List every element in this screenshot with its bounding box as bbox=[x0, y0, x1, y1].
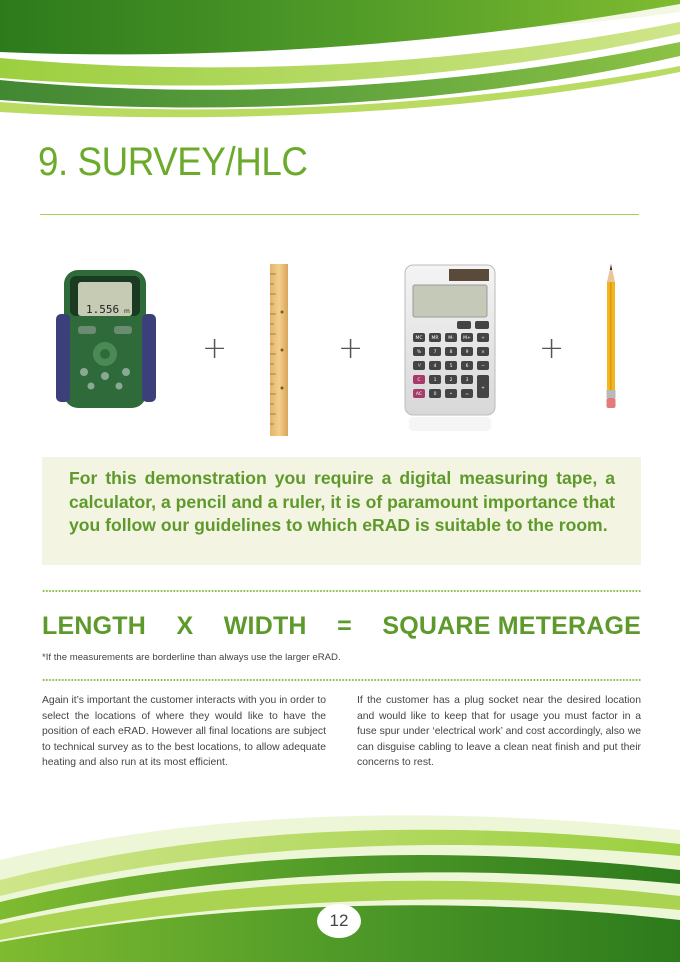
svg-text:M-: M- bbox=[448, 336, 454, 341]
footnote: *If the measurements are borderline than always use the larger eRAD. bbox=[42, 652, 341, 663]
pencil-image bbox=[601, 262, 621, 412]
digital-measuring-tape-image bbox=[56, 268, 156, 410]
svg-text:−: − bbox=[481, 364, 485, 369]
page-number: 12 bbox=[317, 904, 361, 938]
svg-text:4: 4 bbox=[433, 364, 437, 369]
svg-text:÷: ÷ bbox=[481, 336, 485, 341]
area-formula bbox=[42, 612, 641, 641]
svg-text:MC: MC bbox=[415, 336, 423, 341]
svg-text:=: = bbox=[465, 392, 469, 397]
formula-length: LENGTH bbox=[42, 612, 146, 640]
instruction-callout bbox=[42, 457, 641, 565]
svg-text:0: 0 bbox=[433, 392, 437, 397]
formula-result: SQUARE METERAGE bbox=[382, 612, 641, 640]
formula-width: WIDTH bbox=[223, 612, 307, 640]
plus-sign-1: + bbox=[202, 331, 228, 366]
plus-sign-2: + bbox=[338, 331, 364, 366]
formula-times: X bbox=[176, 612, 194, 640]
calculator-image bbox=[403, 263, 497, 433]
title-divider bbox=[40, 214, 639, 215]
dotted-divider-top bbox=[42, 590, 641, 592]
svg-text:+: + bbox=[481, 386, 485, 391]
formula-equals: = bbox=[337, 612, 352, 640]
plus-sign-3: + bbox=[539, 331, 565, 366]
svg-text:5: 5 bbox=[449, 364, 453, 369]
svg-text:MR: MR bbox=[431, 336, 439, 341]
svg-text:×: × bbox=[481, 350, 485, 355]
svg-text:C: C bbox=[417, 378, 421, 383]
svg-text:9: 9 bbox=[465, 350, 469, 355]
svg-text:AC: AC bbox=[415, 392, 423, 397]
svg-text:m: m bbox=[124, 308, 130, 315]
device-display-value: 1.556 bbox=[86, 303, 120, 316]
svg-text:8: 8 bbox=[449, 350, 453, 355]
svg-text:⅟: ⅟ bbox=[417, 364, 421, 369]
svg-text:%: % bbox=[416, 350, 422, 355]
svg-text:7: 7 bbox=[433, 350, 437, 355]
ruler-image bbox=[266, 262, 292, 438]
body-column-left: Again it’s important the customer interacts with you in order to select the locations of where they would like to have the position of each eRAD. However all final locations are subject to technical survey as to the best locations, to allow adequate heating and also run at its most efficient. bbox=[42, 695, 326, 769]
dotted-divider-bottom bbox=[42, 679, 641, 681]
svg-text:3: 3 bbox=[465, 378, 469, 383]
svg-text:1: 1 bbox=[433, 378, 437, 383]
top-wave-banner bbox=[0, 0, 680, 125]
svg-text:2: 2 bbox=[449, 378, 453, 383]
callout-text: For this demonstration you require a digital measuring tape, a calculator, a pencil and a ruler, it is of paramount importance that you follow our guidelines to which eRAD is suitable to the room. bbox=[69, 468, 615, 535]
body-column-right: If the customer has a plug socket near the desired location and would like to keep that for usage you must factor in a fuse spur under ‘electrical work’ and cost accordingly, also we can disguise cabling to leave a clean neat finish and put their concerns to rest. bbox=[357, 695, 641, 769]
page-title: 9. SURVEY/HLC bbox=[38, 140, 308, 184]
svg-text:M+: M+ bbox=[463, 336, 471, 341]
svg-text:•: • bbox=[449, 392, 453, 397]
svg-text:6: 6 bbox=[465, 364, 469, 369]
